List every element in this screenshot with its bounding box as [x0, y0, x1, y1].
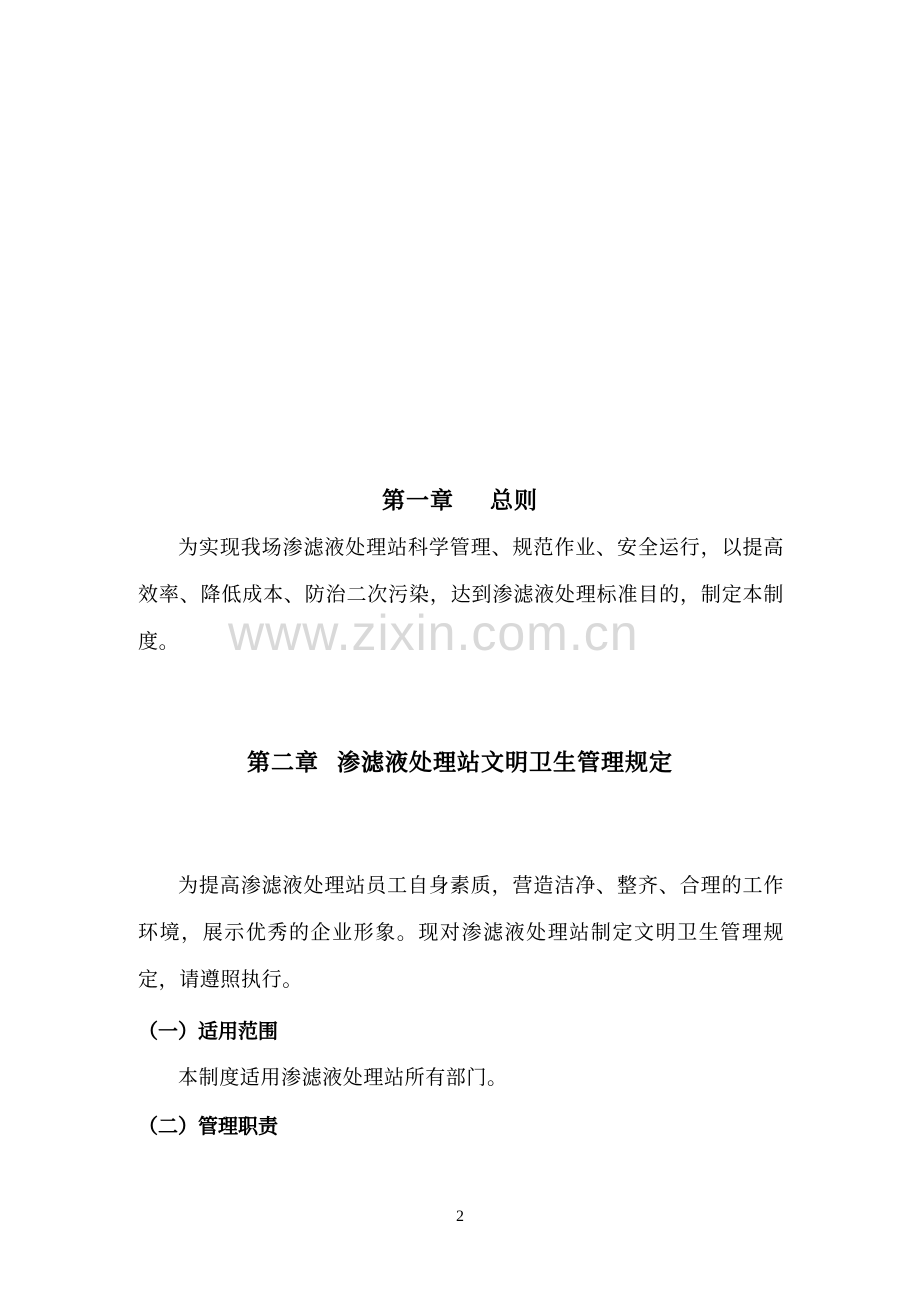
section-2-title: （二）管理职责	[138, 1114, 278, 1138]
watermark: www.zixin.com.cn	[228, 605, 639, 661]
section-1-text: 本制度适用渗滤液处理站所有部门。	[178, 1065, 508, 1089]
chapter-1-title: 第一章 总则	[381, 488, 539, 514]
chapter-2-paragraph: 为提高渗滤液处理站员工自身素质，营造洁净、整齐、合理的工作环境，展示优秀的企业形象。现对渗滤液处理站制定文明卫生管理规定，请遵照执行。	[138, 873, 784, 991]
page-number: 2	[456, 1208, 464, 1225]
chapter-2-title: 第二章 渗滤液处理站文明卫生管理规定	[246, 750, 673, 776]
section-1-title: （一）适用范围	[138, 1019, 278, 1043]
chapter-1-paragraph: 为实现我场渗滤液处理站科学管理、规范作业、安全运行，以提高效率、降低成本、防治二次污染，达到渗滤液处理标准目的，制定本制度。	[138, 535, 784, 653]
